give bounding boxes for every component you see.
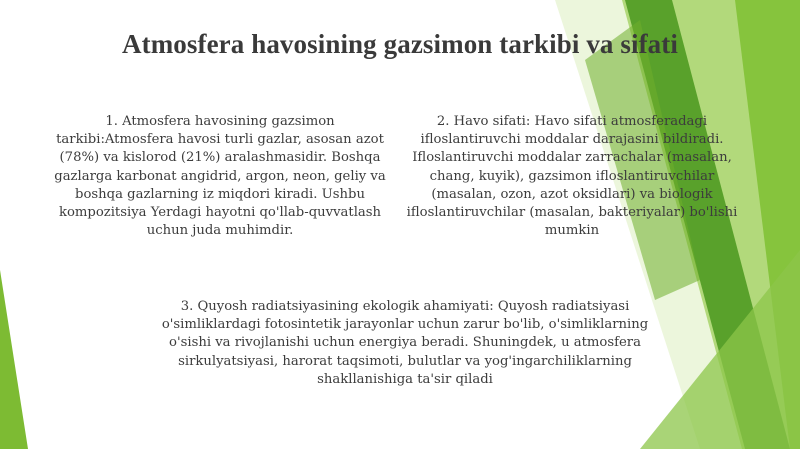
paragraph-gas-composition: 1. Atmosfera havosining gazsimon tarkibi:Atmosfera havosi turli gazlar, asosan azot (78%) va kislorod (21%) aralashmasidir. Boshqa gazlarga karbonat angidrid, argon, neon, geliy va boshqa gazlarning iz miqdori kiradi. Ushbu kompozitsiya Yerdagi hayotni qo'llab-quvvatlash uchun juda muhimdir. bbox=[54, 114, 386, 239]
paragraph-solar-radiation: 3. Quyosh radiatsiyasining ekologik ahamiyati: Quyosh radiatsiyasi o'simliklardagi fotosintetik jarayonlar uchun zarur bo'lib, o'simliklarning o'sishi va rivojlanishi uchun energiya beradi. Shuningdek, u atmosfera sirkulyatsiyasi, harorat taqsimoti, bulutlar va yog'ingarchiliklarning shakllanishiga ta'sir qiladi bbox=[161, 299, 649, 387]
slide-title: Atmosfera havosining gazsimon tarkibi va sifati bbox=[122, 29, 678, 59]
left-green-stripe bbox=[0, 270, 28, 449]
paragraph-air-quality: 2. Havo sifati: Havo sifati atmosferadagi ifloslantiruvchi moddalar darajasini bildiradi. Ifloslantiruvchi moddalar zarrachalar (masalan, chang, kuyik), gazsimon ifloslantiruvchilar (masalan, ozon, azot oksidlari) va biologik ifloslantiruvchilar (masalan, bakteriyalar) bo'lishi mumkin bbox=[406, 114, 738, 239]
